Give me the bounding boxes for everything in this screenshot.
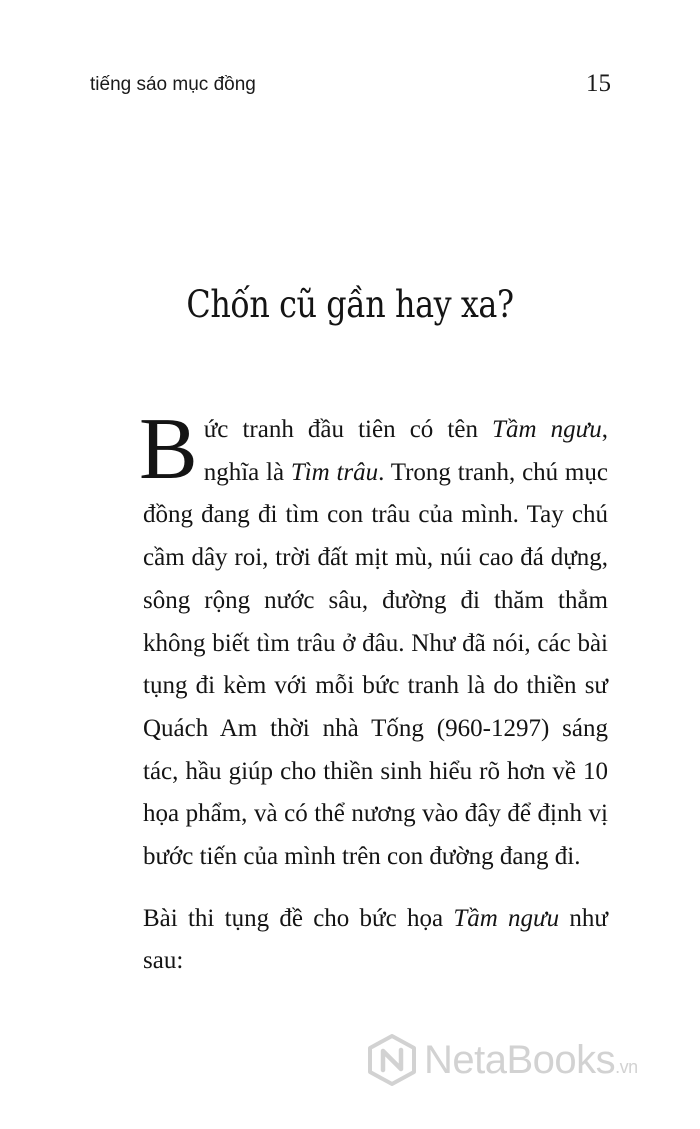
watermark-suffix: .vn: [615, 1056, 638, 1077]
italic-title-tam-nguu: Tầm ngưu: [492, 416, 602, 443]
paragraph-1: [139, 401, 608, 879]
paragraph-2-text-b: như sau:: [143, 904, 608, 975]
paragraph-1-text-a: ức tranh đầu tiên có tên: [203, 416, 493, 443]
paragraph-1-text-b: , nghĩa là: [203, 416, 608, 486]
chapter-title: Chốn cũ gần hay xa?: [186, 283, 514, 326]
drop-cap: B: [139, 401, 198, 498]
page-number: 15: [586, 70, 611, 97]
watermark-brand: NetaBooks: [424, 1037, 616, 1082]
body-text: [139, 401, 608, 983]
watermark-text: [424, 1038, 638, 1083]
running-head: tiếng sáo mục đồng: [90, 74, 256, 95]
paragraph-2: [143, 898, 608, 983]
italic-title-tam-nguu-2: Tầm ngưu: [453, 904, 560, 932]
netabooks-logo-icon: [366, 1034, 418, 1086]
paragraph-1-text-c: . Trong tranh, chú mục đồng đang đi tìm con trâu của mình. Tay chú cầm dây roi, trời đất mịt mù, núi cao đá dựng, sông rộng nước sâu, đường đi thăm thẳm không biết tìm trâu ở đâu. Như đã nói, các bài tụng đi kèm với mỗi bức tranh là do thiền sư Quách Am thời nhà Tống (960-1297) sáng tác, hầu giúp cho thiền sinh hiểu rõ hơn về 10 họa phẩm, và có thể nương vào đây để định vị bước tiến của mình trên con đường đang đi.: [143, 458, 608, 871]
watermark: [366, 1034, 638, 1086]
paragraph-2-text-a: Bài thi tụng đề cho bức họa: [143, 904, 454, 932]
italic-title-tim-trau: Tìm trâu: [290, 458, 379, 486]
